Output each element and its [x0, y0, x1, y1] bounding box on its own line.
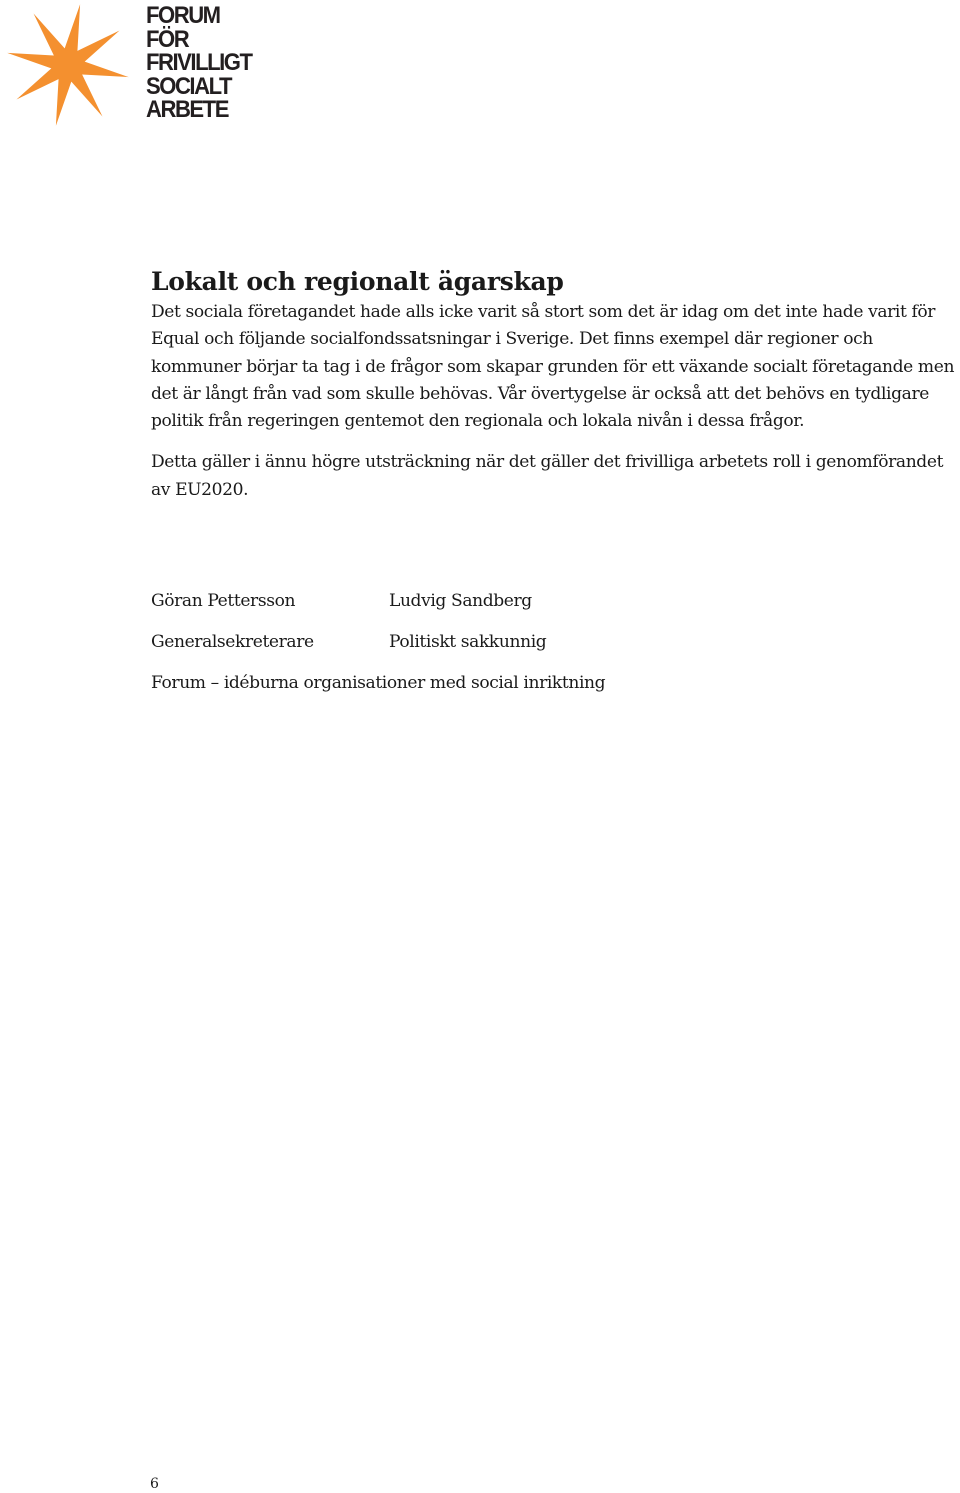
logo-line: FORUM [146, 2, 220, 29]
section-heading: Lokalt och regionalt ägarskap [151, 267, 564, 296]
signer-name: Ludvig Sandberg [389, 591, 532, 611]
logo-line: FÖR [146, 25, 189, 53]
signer-name: Göran Pettersson [151, 591, 296, 611]
signature-block [151, 586, 605, 698]
logo [0, 0, 270, 130]
signer-title: Politiskt sakkunnig [389, 632, 547, 652]
signer-title: Generalsekreterare [151, 632, 314, 652]
logo-line: FRIVILLIGT [146, 49, 252, 76]
orange-star-icon [4, 2, 132, 128]
logo-wordmark [146, 4, 251, 122]
body-paragraph: Detta gäller i ännu högre utsträckning när det gäller det frivilliga arbetets roll i genomförandet av EU2020. [151, 452, 944, 500]
signer-titles-row [151, 627, 605, 668]
organization-name: Forum – idéburna organisationer med social inriktning [151, 673, 606, 693]
main-content [151, 265, 960, 504]
logo-line: ARBETE [146, 96, 228, 123]
signer-names-row [151, 586, 605, 627]
page-number: 6 [150, 1476, 159, 1492]
logo-line: SOCIALT [146, 72, 231, 100]
body-paragraph: Det sociala företagandet hade alls icke varit så stort som det är idag om det inte hade varit för Equal och följande socialfondssatsningar i Sverige. Det finns exempel där regioner och kommuner börjar ta tag i de frågor som skapar grunden för ett växande socialt företagande men det är långt från vad som skulle behövas. Vår övertygelse är också att det behövs en tydligare politik från regeringen gentemot den regionala och lokala nivån i dessa frågor. [151, 302, 955, 432]
